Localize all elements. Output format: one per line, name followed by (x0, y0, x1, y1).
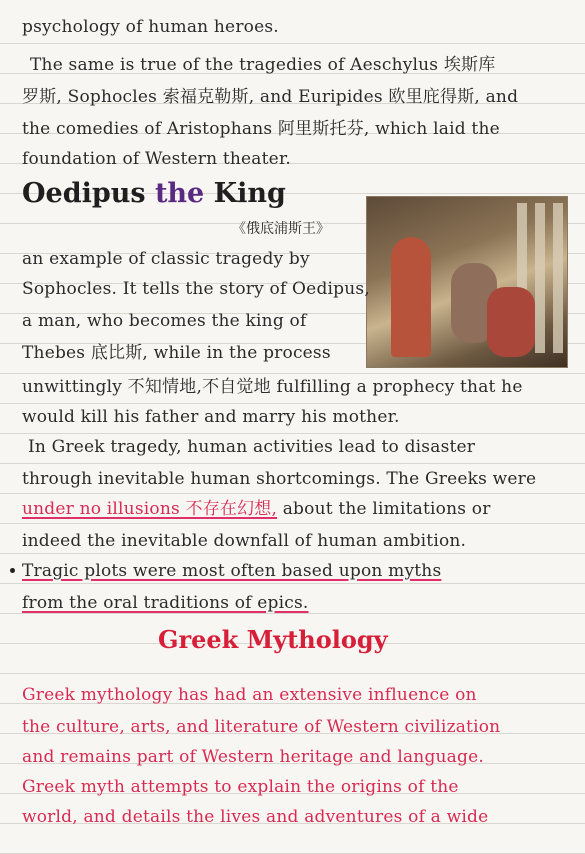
text-line: an example of classic tragedy by (22, 249, 310, 269)
text-fragment: about the limitations or (277, 499, 491, 519)
heading-word: Oedipus (22, 178, 146, 209)
text-line: 罗斯, Sophocles 索福克勒斯, and Euripides 欧里庇得斯, and (22, 87, 519, 107)
text-line: Greek myth attempts to explain the origins of the (22, 777, 459, 797)
text-line: Thebes 底比斯, while in the process (22, 343, 331, 363)
text-line: unwittingly 不知情地,不自觉地 fulfilling a prophecy that he (22, 377, 523, 397)
text-line: Greek mythology has had an extensive influence on (22, 685, 477, 705)
painting-image (366, 196, 568, 368)
highlighted-phrase: under no illusions 不存在幻想, (22, 499, 278, 519)
text-line: The same is true of the tragedies of Aeschylus 埃斯库 (30, 55, 496, 75)
text-line: indeed the inevitable downfall of human ambition. (22, 531, 467, 551)
section-heading-oedipus (22, 178, 286, 209)
text-line: through inevitable human shortcomings. The Greeks were (22, 469, 537, 489)
text-line-underlined: Tragic plots were most often based upon myths (22, 561, 442, 581)
text-line: would kill his father and marry his mother. (22, 407, 400, 427)
text-line: psychology of human heroes. (22, 17, 279, 37)
text-line: In Greek tragedy, human activities lead to disaster (28, 437, 476, 457)
text-line: Sophocles. It tells the story of Oedipus, (22, 279, 370, 299)
text-line: foundation of Western theater. (22, 149, 292, 169)
bullet-dot (10, 568, 15, 573)
text-line: and remains part of Western heritage and language. (22, 747, 484, 767)
heading-word: the (154, 178, 205, 209)
text-line: world, and details the lives and adventures of a wide (22, 807, 489, 827)
text-line: a man, who becomes the king of (22, 311, 307, 331)
text-line: the culture, arts, and literature of Western civilization (22, 717, 501, 737)
text-line-underlined: from the oral traditions of epics. (22, 593, 309, 613)
heading-chinese-title: 《俄底浦斯王》 (232, 221, 330, 237)
text-line (22, 498, 491, 520)
text-line: the comedies of Aristophans 阿里斯托芬, which laid the (22, 119, 500, 139)
section-heading-mythology: Greek Mythology (158, 625, 388, 654)
heading-word: King (213, 178, 286, 209)
